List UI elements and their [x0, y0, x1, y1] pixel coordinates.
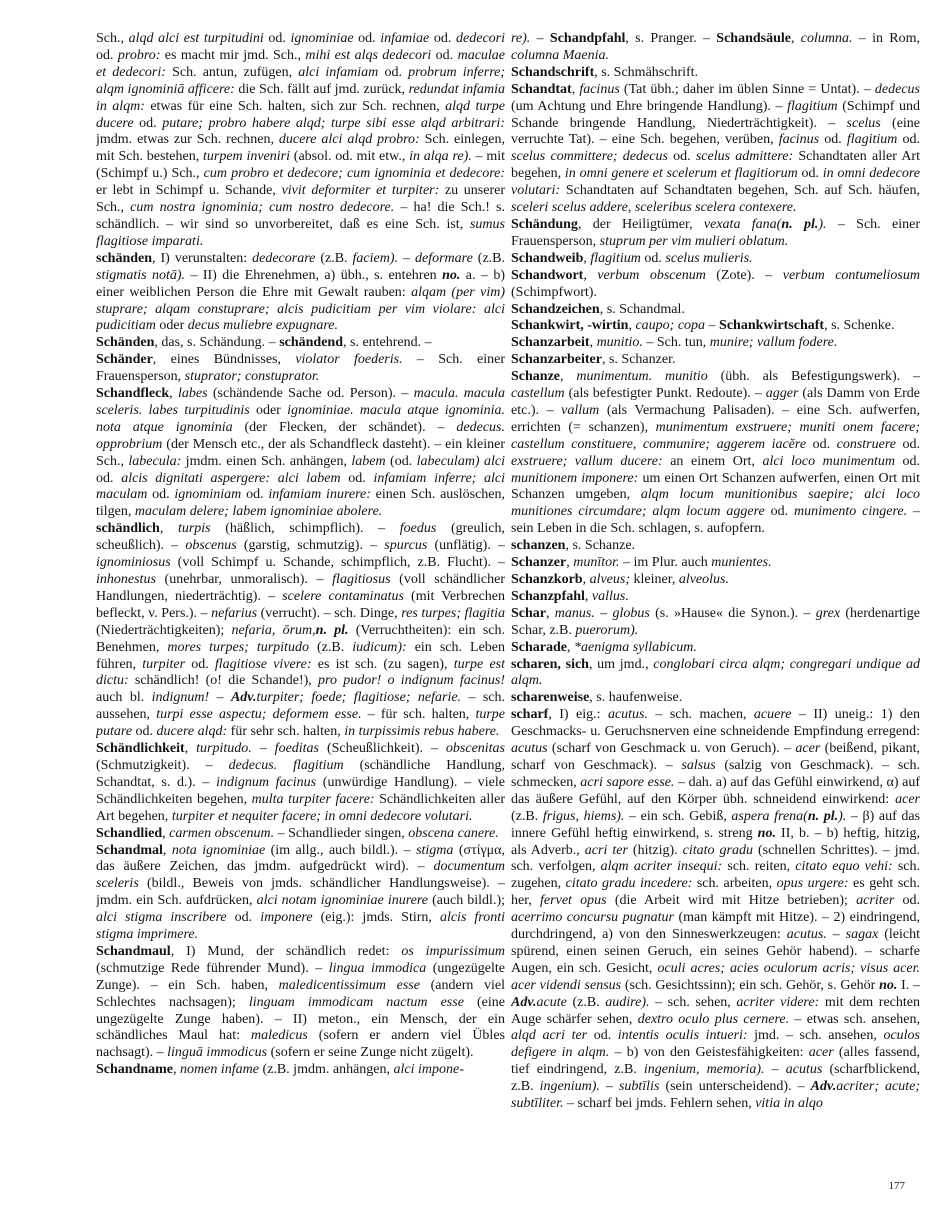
dictionary-entry: Schandmaul, I) Mund, der schändlich redet: os impurissimum (schmutzige Rede führender Mund). – lingua immodica (ungezügelte Zunge). – ein Sch. haben, maledicentissimum esse (andern viel Schlechtes nachsagen); linguam immodicam nactum esse (eine ungezügelte Zunge haben). – II) meton., ein Mensch, der ein schändliches Maul hat: maledicus (sofern er andern viel Übles nachsagt). – linguā immodicus (sofern er seine Zunge nicht zügelt).: [96, 943, 505, 1061]
dictionary-entry: Sch., alqd alci est turpitudini od. ignominiae od. infamiae od. dedecori od. probro: es macht mir jmd. Sch., mihi est alqs dedecori od. maculae et dedecori: Sch. antun, zufügen, alci infamiam od. probrum inferre; alqm ignominiā afficere: die Sch. fällt auf jmd. zurück, redundat infamia in alqm: etwas für eine Sch. halten, sich zur Sch. rechnen, alqd turpe ducere od. putare; probro habere alqd; turpe sibi esse alqd arbitrari: jmdm. etwas zur Sch. rechnen, ducere alci alqd probro: Sch. einlegen, mit Sch. bestehen, turpem inveniri (absol. od. mit etw., in alqa re). – mit (Schimpf u.) Sch., cum probro et dedecore; cum ignominia et dedecore: er lebt in Schimpf u. Schande, vivit deformiter et turpiter: zu unserer Sch., cum nostra ignominia; cum nostro dedecore. – ha! die Sch.! s. schändlich. – wir sind so unvorbereitet, daß es eine Sch. ist, sumus flagitiose imparati.: [96, 31, 505, 249]
dictionary-entry: Schandweib, flagitium od. scelus mulieris.: [511, 250, 753, 266]
dictionary-entry: Schandschrift, s. Schmähschrift.: [511, 64, 699, 80]
dictionary-entry: re). – Schandpfahl, s. Pranger. – Schandsäule, columna. – in Rom, columna Maenia.: [511, 31, 920, 63]
page-number: 177: [888, 1180, 905, 1192]
left-column: [96, 31, 505, 1179]
dictionary-entry: Schandlied, carmen obscenum. – Schandlieder singen, obscena canere.: [96, 825, 499, 841]
dictionary-entry: Scharade, *aenigma syllabicum.: [511, 639, 697, 655]
dictionary-entry: Schanzarbeit, munitio. – Sch. tun, munire; vallum fodere.: [511, 335, 838, 351]
dictionary-entry: Schänden, das, s. Schändung. – schändend, s. entehrend. –: [96, 335, 432, 351]
dictionary-entry: Schandtat, facinus (Tat übh.; daher im üblen Sinne = Untat). – dedecus (um Achtung und Ehre bringende Handlung). – flagitium (Schimpf und Schande bringende Handlung, Niederträchtigkeit). – scelus (eine verruchte Tat). – eine Sch. begehen, verüben, facinus od. flagitium od. scelus committere; dedecus od. scelus admittere: Schandtaten aller Art begehen, in omni genere et scelerum et flagitiorum od. in omni dedecore volutari: Schandtaten auf Schandtaten begehen, Sch. auf Sch. häufen, sceleri scelus addere, sceleribus scelera contexere.: [511, 81, 920, 216]
dictionary-entry: Schanzpfahl, vallus.: [511, 588, 629, 604]
dictionary-entry: Schanzkorb, alveus; kleiner, alveolus.: [511, 572, 729, 587]
dictionary-entry: Schänder, eines Bündnisses, violator foederis. – Sch. einer Frauensperson, stuprator; constuprator.: [96, 352, 505, 385]
dictionary-entry: Schändung, der Heiligtümer, vexata fana(n. pl.). – Sch. einer Frauensperson, stuprum per vim mulieri oblatum.: [511, 216, 920, 249]
dictionary-entry: Schändlichkeit, turpitudo. – foeditas (Scheußlichkeit). – obscenitas (Schmutzigkeit). – dedecus. flagitium (schändliche Handlung, Schandtat, s. d.). – indignum facinus (unwürdige Handlung). – viele Schändlichkeiten begehen, multa turpiter facere: Schändlichkeiten aller Art begehen, turpiter et nequiter facere; in omni dedecore volutari.: [96, 741, 505, 824]
dictionary-entry: Schankwirt, -wirtin, caupo; copa – Schankwirtschaft, s. Schenke.: [511, 318, 895, 334]
dictionary-entry: scharf, I) eig.: acutus. – sch. machen, acuere – II) uneig.: 1) den Geschmacks- u. Geruchsnerven eine schneidende Empfindung erregend: acutus (scharf von Geschmack u. von Geruch). – acer (beißend, pikant, scharf von Geschmack). – salsus (salzig von Geschmack). – sch. schmecken, acri sapore esse. – dah. a) auf das Gefühl einwirkend, α) auf das äußere Gefühl, auf den Körper übh. schneidend einwirkend: acer (z.B. frigus, hiems). – ein sch. Gebiß, aspera frena(n. pl.). – β) auf das innere Gefühl heftig einwirkend, s. streng no. II, b. – b) heftig, hitzig, als Adverb., acri ter (hitzig). citato gradu (schnellen Schrittes). – jmd. sch. verfolgen, alqm acriter insequi: sch. reiten, citato equo vehi: sch. zugehen, citato gradu incedere: sch. arbeiten, opus urgere: es geht sch. her, fervet opus (die Arbeit wird mit Hitze betrieben); acriter od. acerrimo concursu pugnatur (man kämpft mit Hitze). – 2) eindringend, durchdringend, a) von den Sinneswerkzeugen: acutus. – sagax (leicht spürend, einen seinen Geruch, ein seines Gehör habend). – scharfe Augen, ein sch. Gesicht, oculi acres; acies oculorum acris; visus acer. acer videndi sensus (sch. Gesichtssinn); ein sch. Gehör, s. Gehör no. I. – Adv.acute (z.B. audire). – sch. sehen, acriter videre: mit dem rechten Auge schärfer sehen, dextro oculo plus cernere. – etwas sch. ansehen, alqd acri ter od. intentis oculis intueri: jmd. – sch. ansehen, oculos defigere in alqm. – b) von den Geistesfähigkeiten: acer (alles fassend, tief eindringend, z.B. ingenium, memoria). – acutus (scharfblickend, z.B. ingenium). – subtīlis (sein unterscheidend). – Adv.acriter; acute; subtīliter. – scharf bei jmds. Fehlern sehen, vitia in alqo: [511, 707, 920, 1112]
dictionary-entry: scharen, sich, um jmd., conglobari circa alqm; congregari undique ad alqm.: [511, 656, 920, 689]
dictionary-entry: schanzen, s. Schanze.: [511, 538, 636, 554]
dictionary-entry: Schanzarbeiter, s. Schanzer.: [511, 352, 676, 368]
dictionary-entry: schänden, I) verunstalten: dedecorare (z.B. faciem). – deformare (z.B. stigmatis notā). – II) die Ehrenehmen, a) übh., s. entehren no. a. – b) einer weiblichen Person die Ehre mit Gewalt rauben: alqam (per vim) stuprare; alqam constuprare; alcis pudicitiam per vim violare: alci pudicitiam oder decus muliebre expugnare.: [96, 250, 505, 334]
dictionary-entry: Schandzeichen, s. Schandmal.: [511, 301, 685, 317]
right-column: [511, 31, 920, 1163]
dictionary-entry: Schandmal, nota ignominiae (im allg., auch bildl.). – stigma (στίγμα, das äußere Zeichen, das jmdm. aufgedrückt wird). – documentum sceleris (bildl., Beweis von jmds. schändlicher Handlungsweise). – jmdm. ein Sch. aufdrücken, alci notam ignominiae inurere (auch bildl.); alci stigma inscribere od. imponere (eig.): jmds. Stirn, alcis fronti stigma imprimere.: [96, 842, 505, 943]
dictionary-entry: Schandwort, verbum obscenum (Zote). – verbum contumeliosum (Schimpfwort).: [511, 267, 920, 300]
dictionary-entry: schändlich, turpis (häßlich, schimpflich). – foedus (greulich, scheußlich). – obscenus (garstig, schmutzig). – spurcus (unflätig). – ignominiosus (voll Schimpf u. Schande, schimpflich, z.B. Flucht). – inhonestus (unehrbar, unmoralisch). – flagitiosus (voll schändlicher Handlungen, niederträchtig). – scelere contaminatus (mit Verbrechen befleckt, v. Pers.). – nefarius (verrucht). – sch. Dinge, res turpes; flagitia (Niederträchtigkeiten); nefaria, ōrum,n. pl. (Verruchtheiten): ein sch. Benehmen, mores turpes; turpitudo (z.B. iudicum): ein sch. Leben führen, turpiter od. flagitiose vivere: es ist sch. (zu sagen), turpe est dictu: schändlich! (o! die Schande!), pro pudor! o indignum facinus! auch bl. indignum! – Adv.turpiter; foede; flagitiose; nefarie. – sch. aussehen, turpi esse aspectu; deformem esse. – für sch. halten, turpe putare od. ducere alqd: für sehr sch. halten, in turpissimis rebus habere.: [96, 521, 505, 740]
dictionary-entry: Schanzer, munītor. – im Plur. auch munientes.: [511, 555, 772, 571]
dictionary-entry: Schandname, nomen infame (z.B. jmdm. anhängen, alci impone-: [96, 1062, 464, 1078]
dictionary-entry: Schar, manus. – globus (s. »Hause« die Synon.). – grex (herdenartige Schar, z.B. puerorum).: [511, 605, 920, 638]
dictionary-entry: Schandfleck, labes (schändende Sache od. Person). – macula. macula sceleris. labes turpitudinis oder ignominiae. macula atque ignominia. nota atque ignominia (der Flecken, der schändet). – dedecus. opprobrium (der Mensch etc., der als Schandfleck dasteht). – ein kleiner Sch., labecula: jmdm. einen Sch. anhängen, labem (od. labeculam) alci od. alcis dignitati aspergere: alci labem od. infamiam inferre; alci maculam od. ignominiam od. infamiam inurere: einen Sch. auslöschen, tilgen, maculam delere; labem ignominiae abolere.: [96, 386, 505, 520]
dictionary-entry: scharenweise, s. haufenweise.: [511, 690, 683, 706]
dictionary-entry: Schanze, munimentum. munitio (übh. als Befestigungswerk). – castellum (als befestigter Punkt. Redoute). – agger (als Damm von Erde etc.). – vallum (als Vermachung Palisaden). – eine Sch. aufwerfen, errichten (= schanzen), munimentum exstruere; muniti onem facere; castellum constituere, communire; aggerem iacĕre od. construere od. exstruere; vallum ducere: an einem Ort, alci loco munimentum od. munitionem imponere: um einen Ort Schanzen aufwerfen, einen Ort mit Schanzen umgeben, alqm locum munitionibus saepire; alci loco munitiones circumdare; alqm locum aggere od. munimento cingere. – sein Leben in die Sch. schlagen, s. aufopfern.: [511, 369, 920, 537]
